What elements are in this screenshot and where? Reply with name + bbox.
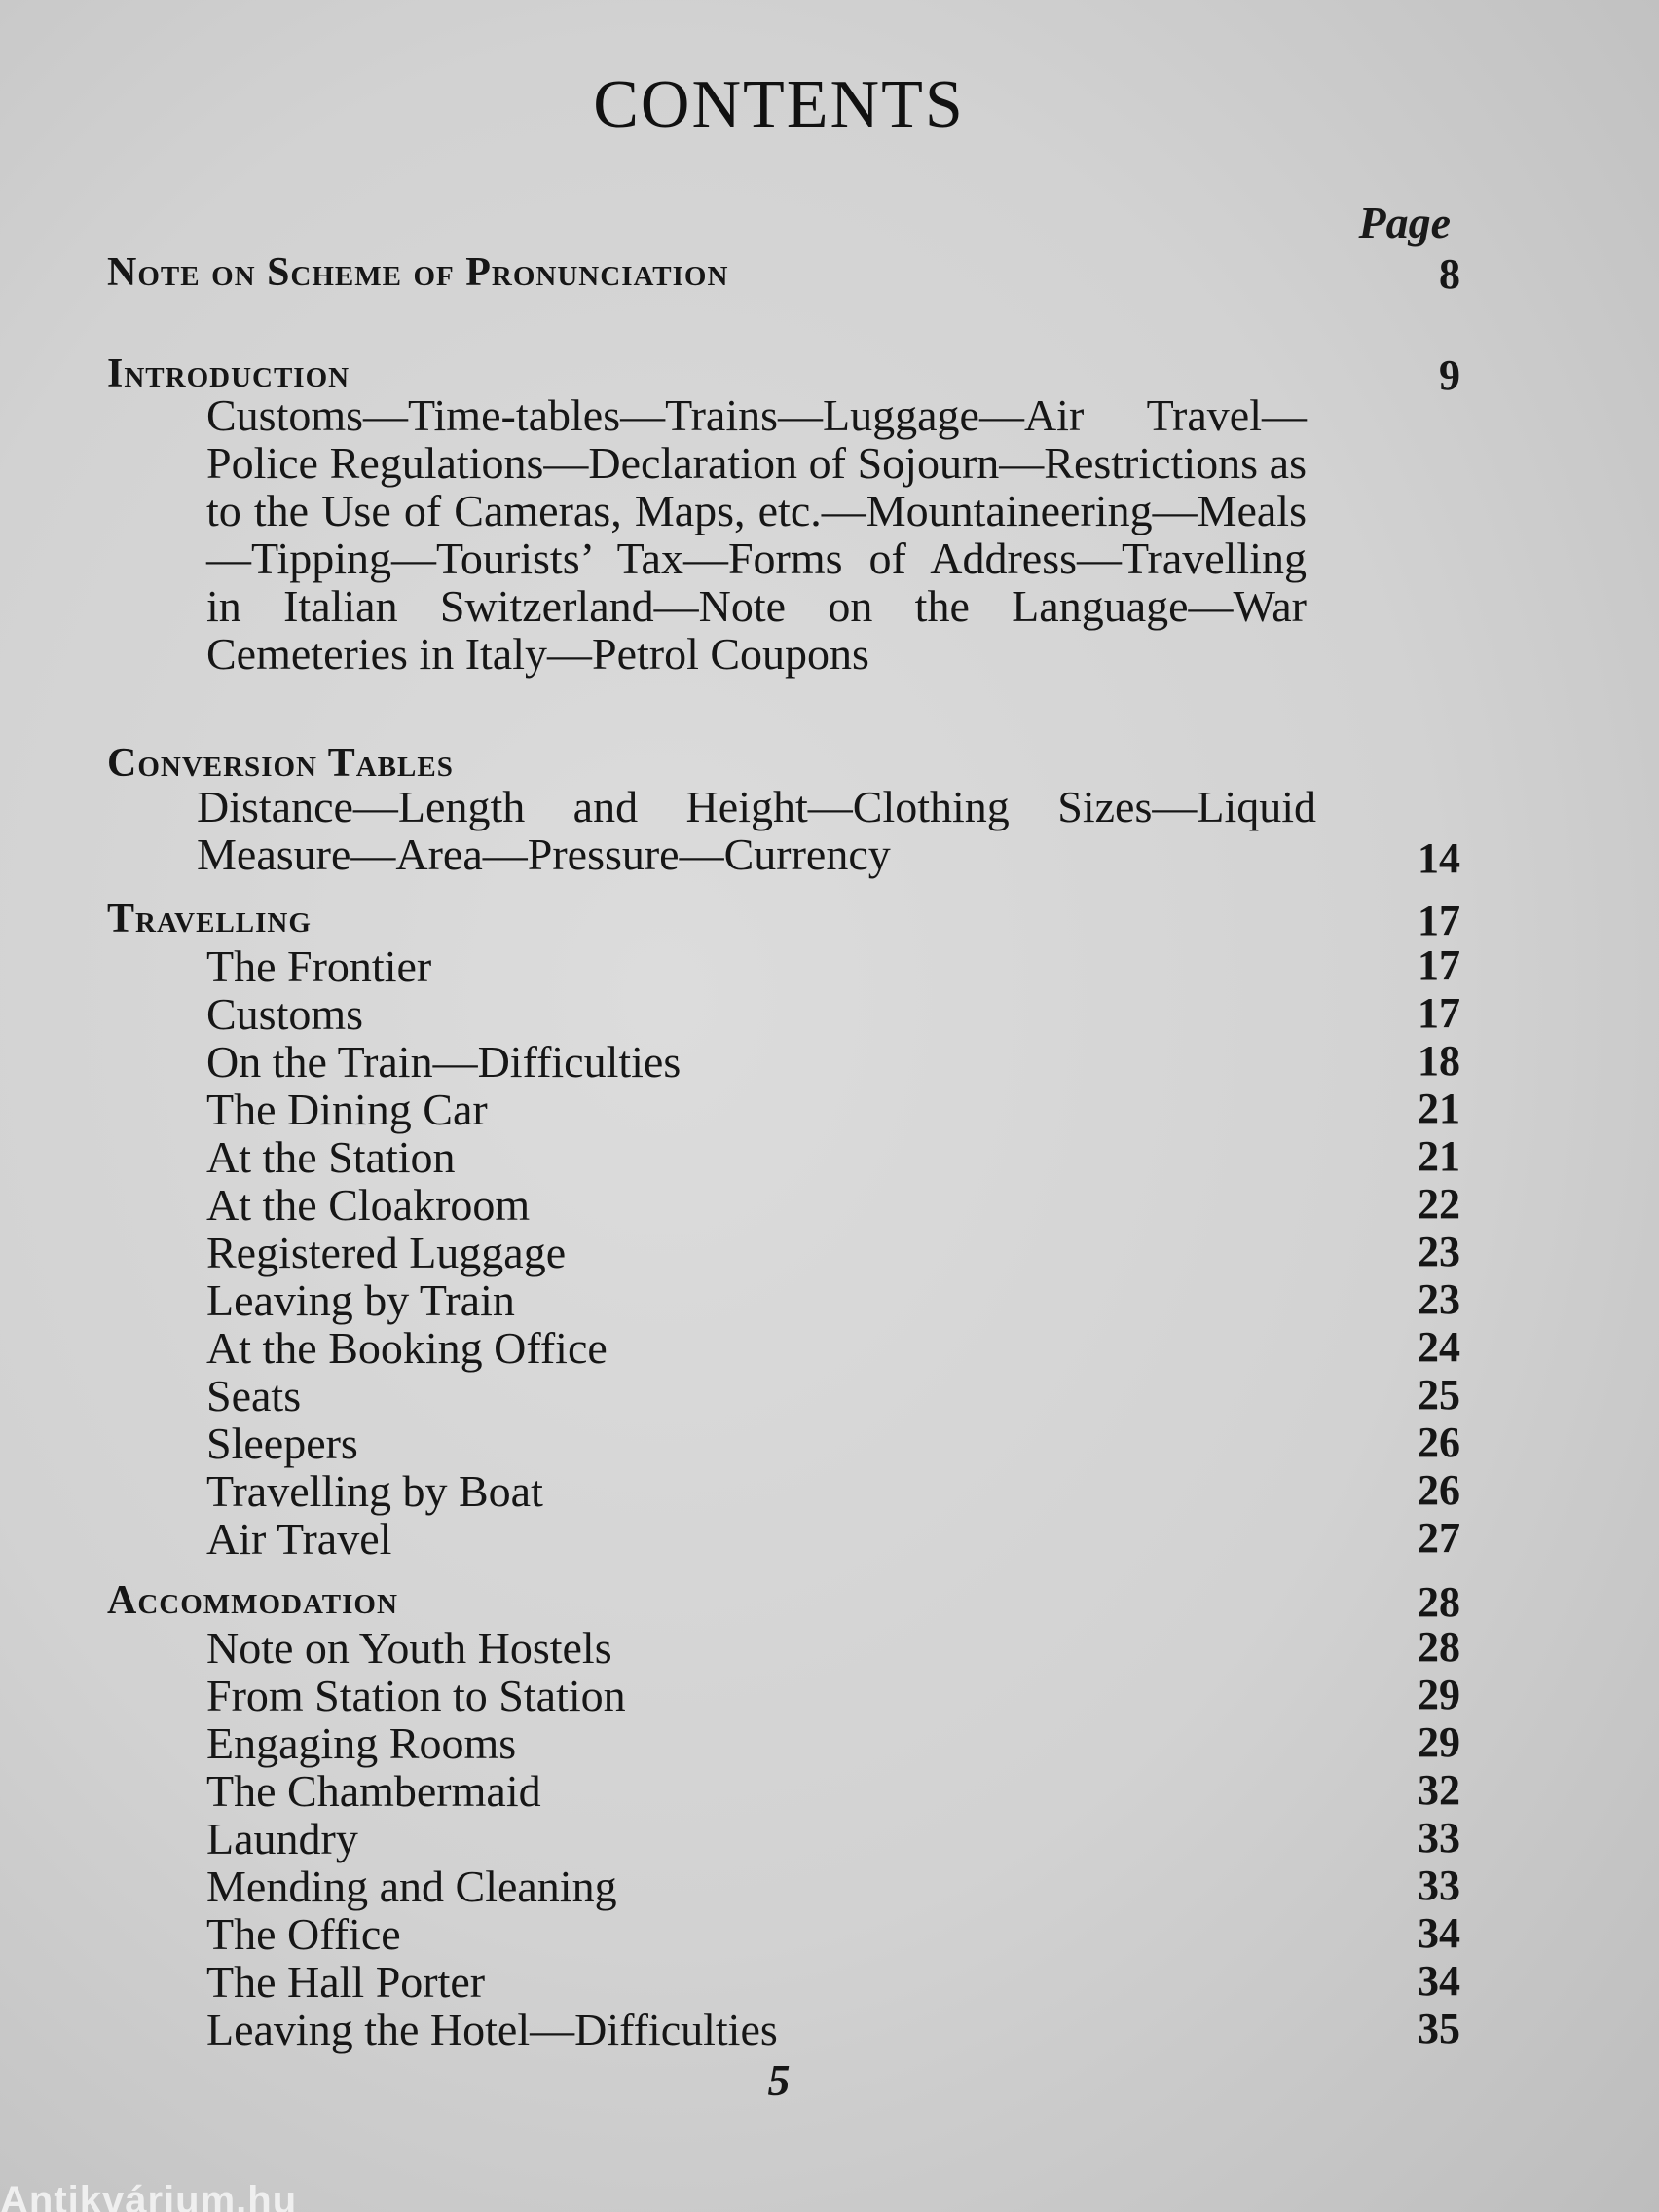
toc-subentry[interactable]: [107, 1274, 1460, 1323]
entry-page: 28: [1418, 1578, 1460, 1626]
entry-page: 9: [1439, 351, 1460, 399]
toc-subentry[interactable]: [107, 1322, 1460, 1371]
entry-label: At the Cloakroom: [206, 1180, 531, 1230]
introduction-description: Customs—Time-tables—Trains—Luggage—Air Travel—Police Regulations—Declaration of Sojourn—Restrictions as to the Use of Cameras, Maps, etc.—Mountaineering—Meals—Tipping—Tourists’ Tax—Forms of Address—Travelling in Italian Switzerland—Note on the Language—War Cemeteries in Italy—Petrol Coupons: [206, 390, 1307, 679]
toc-subentry[interactable]: [107, 1717, 1460, 1766]
entry-page: 17: [1418, 941, 1460, 989]
toc-subentry[interactable]: [107, 1179, 1460, 1228]
entry-page: 8: [1439, 250, 1460, 298]
entry-page: 23: [1418, 1228, 1460, 1275]
toc-subentry[interactable]: [107, 1084, 1460, 1132]
toc-subentry[interactable]: [107, 1622, 1460, 1671]
entry-label: Laundry: [206, 1814, 358, 1863]
entry-label: Note on Youth Hostels: [206, 1623, 612, 1673]
entry-label: The Chambermaid: [206, 1766, 541, 1816]
entry-label: Customs: [206, 989, 364, 1039]
entry-page: 34: [1418, 1957, 1460, 2005]
entry-label: On the Train—Difficulties: [206, 1037, 682, 1087]
entry-page: 22: [1418, 1180, 1460, 1228]
toc-subentry[interactable]: [107, 988, 1460, 1037]
entry-label: Air Travel: [206, 1514, 392, 1564]
entry-page: 33: [1418, 1814, 1460, 1862]
entry-label: Introduction: [107, 351, 350, 396]
entry-label: At the Station: [206, 1132, 456, 1182]
entry-label: From Station to Station: [206, 1671, 626, 1720]
toc-subentry[interactable]: [107, 1131, 1460, 1180]
entry-label: Note on Scheme of Pronunciation: [107, 250, 729, 295]
entry-label: Travelling by Boat: [206, 1466, 543, 1516]
toc-entry-travelling[interactable]: [107, 896, 1460, 944]
entry-page: 17: [1418, 989, 1460, 1037]
toc-subentry[interactable]: [107, 1465, 1460, 1514]
toc-subentry[interactable]: [107, 1908, 1460, 1957]
entry-page: 29: [1418, 1671, 1460, 1718]
entry-page: 27: [1418, 1514, 1460, 1562]
entry-page: 34: [1418, 1909, 1460, 1957]
entry-page: 35: [1418, 2005, 1460, 2052]
watermark-text: Antikvárium.hu: [0, 2179, 298, 2212]
entry-label: Engaging Rooms: [206, 1718, 517, 1768]
entry-page: 28: [1418, 1623, 1460, 1671]
toc-subentry[interactable]: [107, 1513, 1460, 1562]
toc-subentry[interactable]: [107, 940, 1460, 989]
entry-label: Accommodation: [107, 1578, 398, 1623]
entry-label: The Frontier: [206, 941, 432, 991]
entry-page: 26: [1418, 1419, 1460, 1466]
toc-entry-accommodation[interactable]: [107, 1577, 1460, 1626]
entry-page: 18: [1418, 1037, 1460, 1085]
entry-page: 25: [1418, 1371, 1460, 1419]
entry-label: The Office: [206, 1909, 401, 1959]
entry-label: Travelling: [107, 897, 312, 941]
entry-label: Leaving by Train: [206, 1275, 515, 1325]
entry-label: Seats: [206, 1371, 302, 1420]
conversion-tables-description: Distance—Length and Height—Clothing Sizes—Liquid Measure—Area—Pressure—Currency: [197, 782, 1316, 879]
toc-subentry[interactable]: [107, 1418, 1460, 1466]
entry-page: 17: [1418, 897, 1460, 944]
entry-page: 21: [1418, 1085, 1460, 1132]
toc-subentry[interactable]: [107, 1370, 1460, 1419]
toc-subentry[interactable]: [107, 1861, 1460, 1909]
entry-page: 21: [1418, 1132, 1460, 1180]
entry-label: The Hall Porter: [206, 1957, 486, 2007]
toc-subentry[interactable]: [107, 1670, 1460, 1718]
entry-label: The Dining Car: [206, 1085, 488, 1134]
toc-subentry[interactable]: [107, 2004, 1460, 2052]
entry-label: Registered Luggage: [206, 1228, 567, 1277]
entry-page: 29: [1418, 1718, 1460, 1766]
entry-page: 14: [1418, 834, 1460, 882]
page-column-heading: Page: [1358, 198, 1451, 247]
entry-page: 32: [1418, 1766, 1460, 1814]
toc-subentry[interactable]: [107, 1036, 1460, 1085]
entry-label: Leaving the Hotel—Difficulties: [206, 2005, 778, 2054]
entry-page: 24: [1418, 1323, 1460, 1371]
entry-page: 23: [1418, 1275, 1460, 1323]
toc-entry-pronunciation[interactable]: [107, 249, 1460, 298]
entry-page: 26: [1418, 1466, 1460, 1514]
entry-label: Sleepers: [206, 1419, 358, 1468]
entry-page: 33: [1418, 1862, 1460, 1909]
page-number: 5: [767, 2055, 791, 2105]
toc-subentry[interactable]: [107, 1227, 1460, 1275]
entry-label: Mending and Cleaning: [206, 1862, 617, 1911]
entry-label: Conversion Tables: [107, 741, 454, 786]
entry-label: At the Booking Office: [206, 1323, 608, 1373]
conversion-tables-page-row: [107, 833, 1460, 882]
toc-subentry[interactable]: [107, 1956, 1460, 2005]
toc-subentry[interactable]: [107, 1813, 1460, 1862]
toc-subentry[interactable]: [107, 1765, 1460, 1814]
page-title: CONTENTS: [593, 67, 965, 142]
